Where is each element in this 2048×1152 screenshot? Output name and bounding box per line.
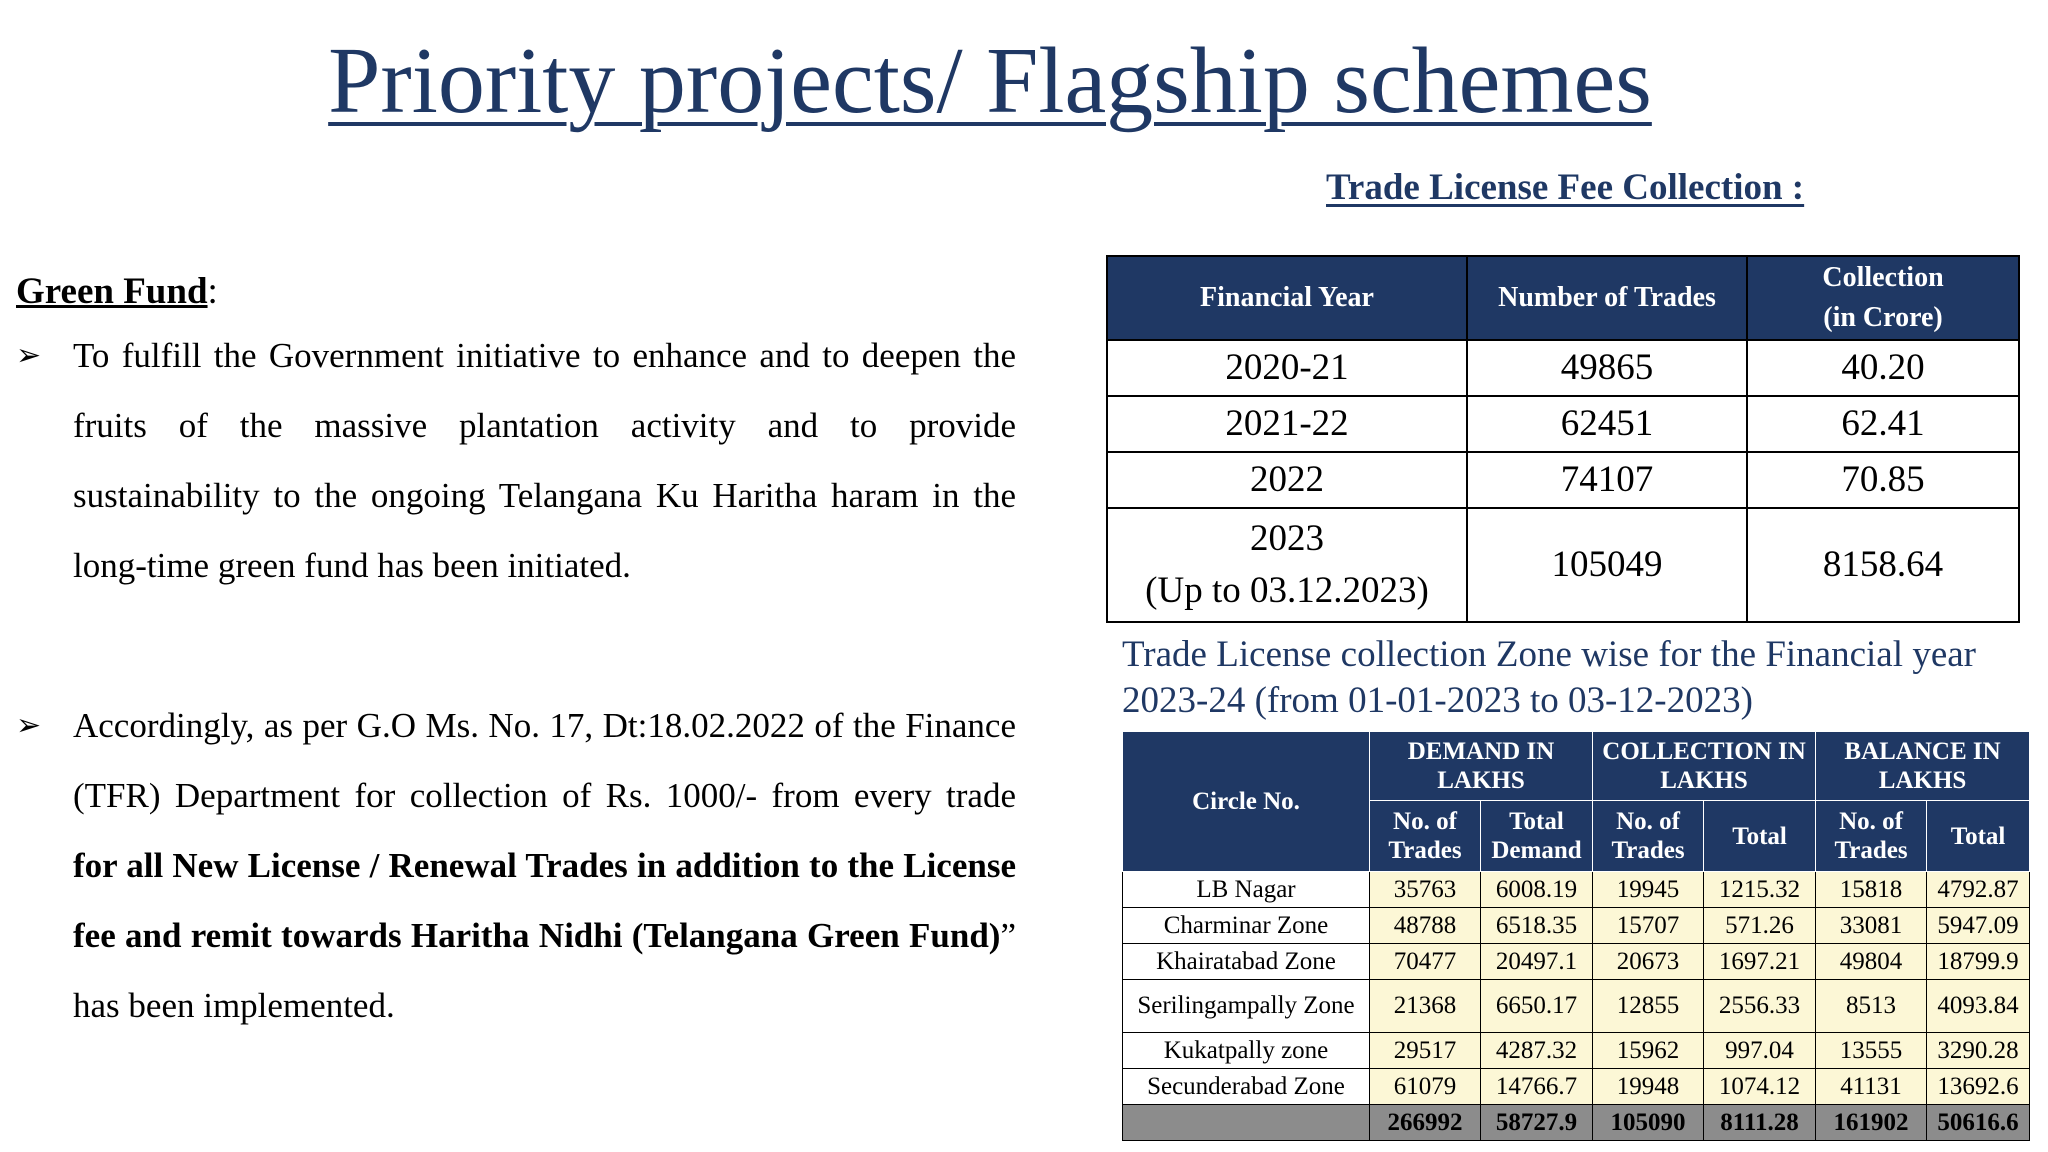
cell-collection-trades: 20673 bbox=[1593, 944, 1704, 980]
header-number-of-trades: Number of Trades bbox=[1467, 256, 1747, 340]
cell-demand-trades: 35763 bbox=[1370, 872, 1481, 908]
green-fund-section bbox=[16, 270, 1016, 1041]
cell-collection-trades: 15962 bbox=[1593, 1033, 1704, 1069]
table-row bbox=[1123, 872, 2030, 908]
cell-total-label bbox=[1123, 1105, 1370, 1141]
bullet-2-text-bold: for all New License / Renewal Trades in addition to the License fee and remit towards Haritha Nidhi (Telangana Green Fund) bbox=[73, 846, 1016, 955]
cell-collection: 8158.64 bbox=[1747, 508, 2019, 622]
cell-demand-total: 6518.35 bbox=[1481, 908, 1593, 944]
header-collection-line2: (in Crore) bbox=[1823, 302, 1943, 333]
header-demand: DEMAND IN LAKHS bbox=[1370, 732, 1593, 801]
cell-circle: Kukatpally zone bbox=[1123, 1033, 1370, 1069]
cell-collection-trades: 12855 bbox=[1593, 980, 1704, 1033]
cell-demand-total: 6008.19 bbox=[1481, 872, 1593, 908]
cell-balance-trades: 13555 bbox=[1816, 1033, 1927, 1069]
cell-balance-total: 4093.84 bbox=[1927, 980, 2030, 1033]
cell-collection: 40.20 bbox=[1747, 340, 2019, 396]
bullet-2-text-end: ” has been implemented. bbox=[73, 916, 1016, 1025]
page-title-text: Priority projects/ Flagship schemes bbox=[328, 29, 1652, 133]
cell-balance-trades: 15818 bbox=[1816, 872, 1927, 908]
cell-year bbox=[1107, 508, 1467, 622]
cell-year-note: (Up to 03.12.2023) bbox=[1145, 570, 1429, 611]
cell-circle: Serilingampally Zone bbox=[1123, 980, 1370, 1033]
cell-collection-trades: 15707 bbox=[1593, 908, 1704, 944]
cell-collection-total: 1074.12 bbox=[1704, 1069, 1816, 1105]
table-row bbox=[1123, 980, 2030, 1033]
cell-collection-total: 2556.33 bbox=[1704, 980, 1816, 1033]
cell-year: 2020-21 bbox=[1107, 340, 1467, 396]
header-collection: COLLECTION IN LAKHS bbox=[1593, 732, 1816, 801]
cell-collection-total: 1697.21 bbox=[1704, 944, 1816, 980]
cell-total-demand-total: 58727.9 bbox=[1481, 1105, 1593, 1141]
trade-fee-table bbox=[1106, 255, 2020, 623]
cell-trades: 105049 bbox=[1467, 508, 1747, 622]
header-collection bbox=[1747, 256, 2019, 340]
header-collection-no-of-trades: No. of Trades bbox=[1593, 801, 1704, 872]
cell-balance-trades: 8513 bbox=[1816, 980, 1927, 1033]
header-balance-no-of-trades: No. of Trades bbox=[1816, 801, 1927, 872]
bullet-2-text-start: Accordingly, as per G.O Ms. No. 17, Dt:18.02.2022 of the Finance (TFR) Department for collection of Rs. 1000/- from every trade bbox=[73, 706, 1016, 815]
cell-total-balance-trades: 161902 bbox=[1816, 1105, 1927, 1141]
cell-year: 2021-22 bbox=[1107, 396, 1467, 452]
header-demand-no-of-trades: No. of Trades bbox=[1370, 801, 1481, 872]
cell-demand-total: 6650.17 bbox=[1481, 980, 1593, 1033]
cell-balance-trades: 49804 bbox=[1816, 944, 1927, 980]
green-fund-bullet-2 bbox=[16, 691, 1016, 1041]
table-row bbox=[1123, 1033, 2030, 1069]
cell-collection-total: 1215.32 bbox=[1704, 872, 1816, 908]
cell-demand-total: 20497.1 bbox=[1481, 944, 1593, 980]
cell-collection-total: 571.26 bbox=[1704, 908, 1816, 944]
table-row bbox=[1107, 340, 2019, 396]
trade-license-heading: Trade License Fee Collection : bbox=[1326, 167, 1805, 208]
cell-circle: Secunderabad Zone bbox=[1123, 1069, 1370, 1105]
cell-balance-total: 3290.28 bbox=[1927, 1033, 2030, 1069]
cell-total-collection-trades: 105090 bbox=[1593, 1105, 1704, 1141]
zone-wise-heading: Trade License collection Zone wise for the Financial year 2023-24 (from 01-01-2023 to 03-12-2023) bbox=[1122, 634, 1976, 721]
header-circle-no: Circle No. bbox=[1123, 732, 1370, 872]
header-collection-line1: Collection bbox=[1822, 262, 1944, 293]
cell-total-collection-total: 8111.28 bbox=[1704, 1105, 1816, 1141]
table-row bbox=[1107, 452, 2019, 508]
table-row bbox=[1107, 508, 2019, 622]
cell-circle: LB Nagar bbox=[1123, 872, 1370, 908]
cell-collection: 70.85 bbox=[1747, 452, 2019, 508]
cell-demand-trades: 70477 bbox=[1370, 944, 1481, 980]
cell-trades: 74107 bbox=[1467, 452, 1747, 508]
table-header-row bbox=[1123, 732, 2030, 801]
table-row bbox=[1123, 908, 2030, 944]
cell-collection: 62.41 bbox=[1747, 396, 2019, 452]
table-row bbox=[1123, 944, 2030, 980]
table-total-row bbox=[1123, 1105, 2030, 1141]
cell-demand-trades: 61079 bbox=[1370, 1069, 1481, 1105]
cell-balance-trades: 33081 bbox=[1816, 908, 1927, 944]
table-row bbox=[1123, 1069, 2030, 1105]
cell-year-main: 2023 bbox=[1250, 518, 1324, 559]
cell-trades: 62451 bbox=[1467, 396, 1747, 452]
cell-balance-trades: 41131 bbox=[1816, 1069, 1927, 1105]
cell-balance-total: 4792.87 bbox=[1927, 872, 2030, 908]
green-fund-heading bbox=[16, 270, 1016, 313]
cell-collection-total: 997.04 bbox=[1704, 1033, 1816, 1069]
page-title bbox=[0, 30, 1980, 133]
cell-demand-total: 14766.7 bbox=[1481, 1069, 1593, 1105]
table-header-row bbox=[1107, 256, 2019, 340]
cell-collection-trades: 19948 bbox=[1593, 1069, 1704, 1105]
cell-balance-total: 13692.6 bbox=[1927, 1069, 2030, 1105]
green-fund-heading-colon: : bbox=[207, 271, 218, 312]
cell-balance-total: 5947.09 bbox=[1927, 908, 2030, 944]
cell-demand-trades: 48788 bbox=[1370, 908, 1481, 944]
arrow-bullet-icon: ➢ bbox=[16, 338, 42, 373]
cell-balance-total: 18799.9 bbox=[1927, 944, 2030, 980]
header-financial-year: Financial Year bbox=[1107, 256, 1467, 340]
bullet-1-text: To fulfill the Government initiative to enhance and to deepen the fruits of the massive plantation activity and to provide sustainability to the ongoing Telangana Ku Haritha haram in the long-time green fund has been initiated. bbox=[73, 336, 1016, 585]
cell-trades: 49865 bbox=[1467, 340, 1747, 396]
arrow-bullet-icon: ➢ bbox=[16, 708, 42, 743]
cell-circle: Khairatabad Zone bbox=[1123, 944, 1370, 980]
cell-demand-trades: 29517 bbox=[1370, 1033, 1481, 1069]
cell-collection-trades: 19945 bbox=[1593, 872, 1704, 908]
cell-year: 2022 bbox=[1107, 452, 1467, 508]
cell-circle: Charminar Zone bbox=[1123, 908, 1370, 944]
header-balance-total: Total bbox=[1927, 801, 2030, 872]
zone-wise-table bbox=[1122, 731, 2030, 1141]
header-balance: BALANCE IN LAKHS bbox=[1816, 732, 2030, 801]
cell-total-demand-trades: 266992 bbox=[1370, 1105, 1481, 1141]
header-collection-total: Total bbox=[1704, 801, 1816, 872]
green-fund-bullet-1 bbox=[16, 321, 1016, 601]
table-row bbox=[1107, 396, 2019, 452]
cell-demand-total: 4287.32 bbox=[1481, 1033, 1593, 1069]
header-total-demand: Total Demand bbox=[1481, 801, 1593, 872]
cell-demand-trades: 21368 bbox=[1370, 980, 1481, 1033]
green-fund-heading-text: Green Fund bbox=[16, 271, 208, 312]
cell-total-balance-total: 50616.6 bbox=[1927, 1105, 2030, 1141]
